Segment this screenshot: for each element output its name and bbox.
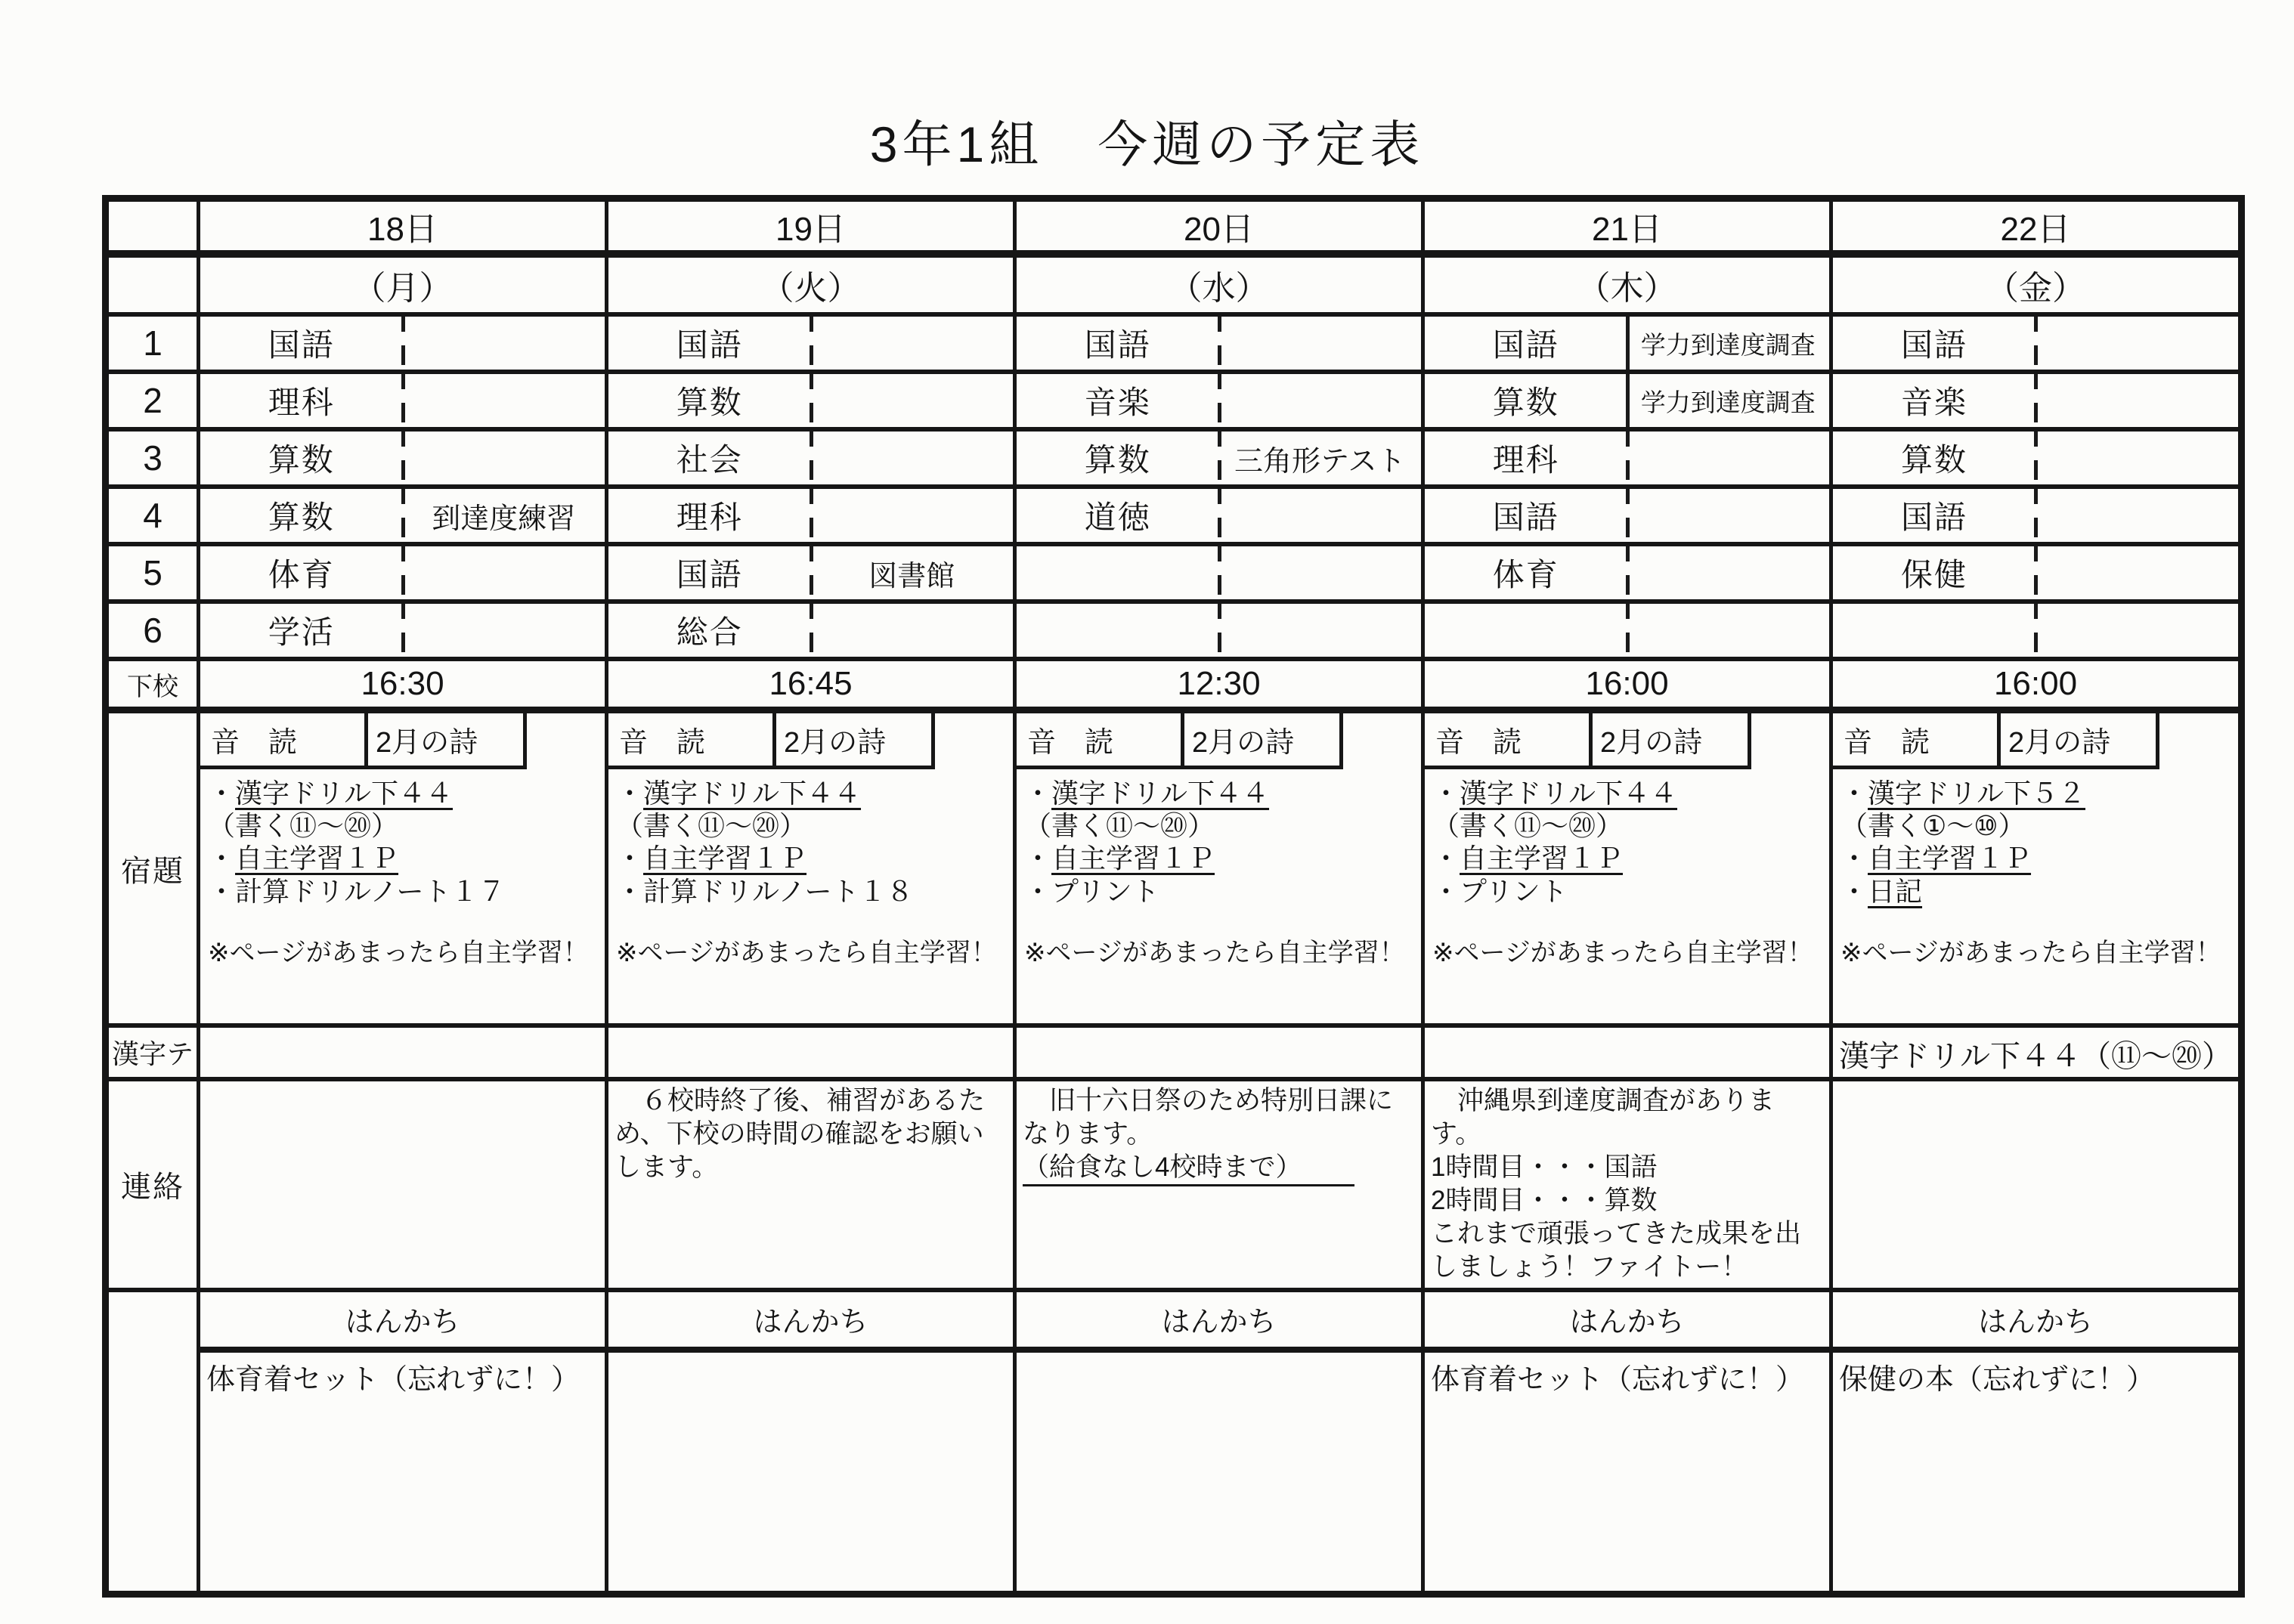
period-row-1 — [106, 314, 2242, 372]
homework-item: 自主学習１Ｐ — [643, 843, 807, 874]
period-note — [1219, 546, 1422, 599]
period-cell — [607, 487, 1015, 544]
reading-strip — [200, 713, 527, 769]
dashed-divider — [2034, 487, 2038, 544]
period-cell — [607, 314, 1015, 372]
kanji-test-row — [106, 1025, 2242, 1079]
homework-row — [106, 710, 2242, 1026]
handkerchief-cell: はんかち — [199, 1290, 607, 1350]
period-note — [1219, 374, 1422, 427]
kanji-test-cell — [199, 1025, 607, 1079]
reading-poem: 2月の詩 — [376, 727, 478, 759]
dismissal-time: 12:30 — [1015, 659, 1423, 710]
dashed-divider — [401, 314, 405, 372]
weekday-cell: （月） — [199, 254, 607, 314]
period-note — [811, 374, 1014, 427]
period-cell — [1015, 487, 1423, 544]
homework-list: ・漢字ドリル下４４ （書く⑪～⑳） ・自主学習１Ｐ ・プリント ※ページがあまったら自主学習！ — [1017, 769, 1421, 969]
reading-poem: 2月の詩 — [784, 727, 887, 759]
dashed-divider — [1626, 544, 1630, 602]
period-cell — [607, 372, 1015, 429]
bring-item-cell — [607, 1350, 1015, 1595]
kanji-test-label: 漢字テ — [106, 1025, 199, 1079]
period-cell — [1423, 372, 1831, 429]
period-note — [2035, 432, 2238, 484]
homework-item: （書く⑪～⑳） — [616, 810, 807, 842]
period-note — [403, 604, 605, 657]
corner-cell — [106, 254, 199, 314]
period-number: 3 — [106, 429, 199, 487]
subject: 国語 — [1900, 500, 1967, 535]
dashed-divider — [810, 544, 813, 602]
period-number: 2 — [106, 372, 199, 429]
period-row-2 — [106, 372, 2242, 429]
homework-item: 自主学習１Ｐ — [1868, 843, 2032, 874]
weekday-cell: （火） — [607, 254, 1015, 314]
period-row-5 — [106, 544, 2242, 602]
subject — [1425, 604, 1627, 657]
homework-item: 漢字ドリル下４４ — [643, 778, 862, 809]
weekday-cell: （水） — [1015, 254, 1423, 314]
period-cell — [1015, 429, 1423, 487]
subject: 理科 — [676, 500, 743, 535]
period-cell — [1831, 487, 2242, 544]
subject — [1833, 604, 2035, 657]
notice-text: ６校時終了後、補習があるため、下校の時間の確認をお願いします。 — [615, 1086, 986, 1183]
homework-cell-mon — [199, 710, 607, 1026]
homework-item: 計算ドリルノート１８ — [643, 875, 914, 907]
subject: 国語 — [1492, 500, 1559, 535]
period-cell — [199, 314, 607, 372]
period-cell — [199, 372, 607, 429]
subject: 算数 — [1492, 385, 1559, 420]
kanji-test-cell: 漢字ドリル下４４（⑪～⑳） — [1831, 1025, 2242, 1079]
period-row-6 — [106, 602, 2242, 659]
dashed-divider — [1626, 429, 1630, 487]
period-note — [403, 546, 605, 599]
subject: 算数 — [268, 500, 335, 535]
notice-label: 連絡 — [106, 1079, 199, 1290]
dashed-divider — [810, 602, 813, 659]
subject: 保健 — [1900, 557, 1967, 592]
period-note: 図書館 — [868, 560, 955, 592]
period-note — [1219, 604, 1422, 657]
notice-underlined-text: （給食なし4校時まで） — [1023, 1151, 1354, 1186]
homework-item: 計算ドリルノート１７ — [235, 875, 506, 907]
notice-row — [106, 1079, 2242, 1290]
homework-item: 漢字ドリル下４４ — [1051, 778, 1270, 809]
notice-cell-thu — [1423, 1079, 1831, 1290]
subject: 算数 — [268, 442, 335, 478]
period-cell — [199, 429, 607, 487]
period-note — [1627, 489, 1830, 542]
dashed-divider — [401, 372, 405, 429]
period-cell — [1831, 544, 2242, 602]
subject: 理科 — [268, 385, 335, 420]
dashed-divider — [810, 372, 813, 429]
subject: 国語 — [676, 557, 743, 592]
dashed-divider — [1218, 372, 1221, 429]
bring-item-cell: 保健の本（忘れずに！） — [1831, 1350, 2242, 1595]
period-note — [1627, 604, 1830, 657]
period-cell — [1015, 314, 1423, 372]
date-cell: 21日 — [1423, 199, 1831, 255]
reading-label: 音 読 — [1425, 713, 1593, 766]
period-cell — [1831, 429, 2242, 487]
subject — [1017, 604, 1219, 657]
subject: 国語 — [1492, 327, 1559, 363]
subject: 算数 — [1900, 442, 1967, 478]
homework-list: ・漢字ドリル下４４ （書く⑪～⑳） ・自主学習１Ｐ ・計算ドリルノート１７ ※ページがあまったら自主学習！ — [200, 769, 605, 969]
homework-item: 漢字ドリル下５２ — [1868, 778, 2086, 809]
period-note — [1627, 432, 1830, 484]
reading-label: 音 読 — [608, 713, 776, 766]
homework-cell-tue — [607, 710, 1015, 1026]
homework-item: （書く⑪～⑳） — [1432, 810, 1624, 842]
homework-item: （書く⑪～⑳） — [208, 810, 399, 842]
period-cell — [1831, 314, 2242, 372]
notice-text: 旧十六日祭のため特別日課になります。 — [1023, 1086, 1394, 1149]
homework-item: （書く⑪～⑳） — [1024, 810, 1215, 842]
period-note: 到達度練習 — [432, 503, 576, 535]
kanji-test-cell — [1015, 1025, 1423, 1079]
period-cell — [607, 429, 1015, 487]
date-cell: 20日 — [1015, 199, 1423, 255]
bottom-label-cell — [106, 1290, 199, 1595]
period-cell — [1015, 544, 1423, 602]
dismissal-row — [106, 659, 2242, 710]
homework-item: 自主学習１Ｐ — [1051, 843, 1215, 874]
dashed-divider — [810, 314, 813, 372]
subject: 算数 — [1084, 442, 1151, 478]
subject: 体育 — [268, 557, 335, 592]
handkerchief-cell: はんかち — [1015, 1290, 1423, 1350]
period-cell — [607, 602, 1015, 659]
dashed-divider — [1218, 487, 1221, 544]
handkerchief-cell: はんかち — [1423, 1290, 1831, 1350]
notice-line: これまで頑張ってきた成果を出しましょう！ファイトー！ — [1431, 1219, 1802, 1282]
dashed-divider — [1218, 602, 1221, 659]
reading-strip — [608, 713, 935, 769]
subject: 学活 — [268, 614, 335, 650]
dashed-divider — [2034, 429, 2038, 487]
period-cell — [1423, 314, 1831, 372]
handkerchief-cell: はんかち — [607, 1290, 1015, 1350]
dashed-divider — [810, 429, 813, 487]
period-cell — [1423, 602, 1831, 659]
weekday-cell: （金） — [1831, 254, 2242, 314]
period-cell — [1423, 487, 1831, 544]
dashed-divider — [401, 429, 405, 487]
period-note — [2035, 489, 2238, 542]
period-number: 1 — [106, 314, 199, 372]
reading-strip — [1017, 713, 1343, 769]
notice-line: 2時間目・・・算数 — [1431, 1186, 1658, 1216]
weekday-row — [106, 254, 2242, 314]
subject: 音楽 — [1084, 385, 1151, 420]
subject — [1017, 546, 1219, 599]
date-cell: 18日 — [199, 199, 607, 255]
period-note — [811, 489, 1014, 542]
notice-line: 1時間目・・・国語 — [1431, 1152, 1658, 1183]
homework-cell-thu — [1423, 710, 1831, 1026]
homework-list: ・漢字ドリル下４４ （書く⑪～⑳） ・自主学習１Ｐ ・プリント ※ページがあまったら自主学習！ — [1425, 769, 1829, 969]
period-cell — [607, 544, 1015, 602]
homework-item: プリント — [1051, 875, 1159, 907]
homework-item: 自主学習１Ｐ — [235, 843, 399, 874]
homework-item: プリント — [1460, 875, 1568, 907]
period-note — [403, 374, 605, 427]
reading-strip — [1425, 713, 1751, 769]
period-cell — [1423, 429, 1831, 487]
period-cell — [1015, 372, 1423, 429]
reading-poem: 2月の詩 — [1192, 727, 1295, 759]
dashed-divider — [401, 544, 405, 602]
period-cell — [199, 544, 607, 602]
period-note — [2035, 374, 2238, 427]
subject: 国語 — [676, 327, 743, 363]
schedule-table — [102, 195, 2245, 1598]
homework-item: 日記 — [1868, 875, 1923, 907]
bring-item-cell: 体育着セット（忘れずに！） — [199, 1350, 607, 1595]
handkerchief-row — [106, 1290, 2242, 1350]
reading-poem: 2月の詩 — [2008, 727, 2111, 759]
period-cell — [199, 602, 607, 659]
reading-poem: 2月の詩 — [1600, 727, 1703, 759]
homework-item: 自主学習１Ｐ — [1460, 843, 1624, 874]
period-note — [811, 604, 1014, 657]
period-note: 学力到達度調査 — [1640, 388, 1816, 416]
period-note — [2035, 546, 2238, 599]
dashed-divider — [2034, 602, 2038, 659]
homework-note: ※ページがあまったら自主学習！ — [208, 938, 589, 967]
period-note — [1219, 489, 1422, 542]
homework-cell-wed — [1015, 710, 1423, 1026]
dashed-divider — [2034, 544, 2038, 602]
homework-note: ※ページがあまったら自主学習！ — [1432, 938, 1813, 967]
period-cell — [199, 487, 607, 544]
period-note: 三角形テスト — [1234, 445, 1406, 478]
subject: 算数 — [676, 385, 743, 420]
date-cell: 19日 — [607, 199, 1015, 255]
reading-label: 音 読 — [1833, 713, 2001, 766]
subject: 国語 — [1900, 327, 1967, 363]
subject: 道徳 — [1084, 500, 1151, 535]
dashed-divider — [1218, 314, 1221, 372]
homework-list: ・漢字ドリル下４４ （書く⑪～⑳） ・自主学習１Ｐ ・計算ドリルノート１８ ※ページがあまったら自主学習！ — [608, 769, 1013, 969]
homework-note: ※ページがあまったら自主学習！ — [1840, 938, 2221, 967]
period-note — [1627, 546, 1830, 599]
dashed-divider — [1218, 544, 1221, 602]
period-note — [811, 317, 1014, 370]
period-note — [403, 432, 605, 484]
period-cell — [1015, 602, 1423, 659]
bring-items-row — [106, 1350, 2242, 1595]
notice-cell-wed — [1015, 1079, 1423, 1290]
subject: 理科 — [1492, 442, 1559, 478]
notice-cell-fri — [1831, 1079, 2242, 1290]
period-row-3 — [106, 429, 2242, 487]
homework-note: ※ページがあまったら自主学習！ — [616, 938, 997, 967]
dashed-divider — [401, 602, 405, 659]
period-number: 6 — [106, 602, 199, 659]
notice-line: 沖縄県到達度調査があります。 — [1431, 1086, 1775, 1149]
period-note — [2035, 317, 2238, 370]
reading-label: 音 読 — [200, 713, 368, 766]
homework-list: ・漢字ドリル下５２ （書く①～⑩） ・自主学習１Ｐ ・日記 ※ページがあまったら自主学習！ — [1833, 769, 2238, 969]
corner-cell — [106, 199, 199, 255]
dismissal-time: 16:00 — [1831, 659, 2242, 710]
homework-item: 漢字ドリル下４４ — [1460, 778, 1678, 809]
bring-item-cell: 体育着セット（忘れずに！） — [1423, 1350, 1831, 1595]
period-cell — [1831, 602, 2242, 659]
period-note — [811, 432, 1014, 484]
dashed-divider — [2034, 372, 2038, 429]
dashed-divider — [1218, 429, 1221, 487]
bring-item-cell — [1015, 1350, 1423, 1595]
dismissal-label: 下校 — [106, 659, 199, 710]
dashed-divider — [810, 487, 813, 544]
kanji-test-cell — [607, 1025, 1015, 1079]
subject: 国語 — [1084, 327, 1151, 363]
kanji-test-cell — [1423, 1025, 1831, 1079]
period-cell — [1831, 372, 2242, 429]
dismissal-time: 16:30 — [199, 659, 607, 710]
dashed-divider — [1626, 602, 1630, 659]
subject: 国語 — [268, 327, 335, 363]
dismissal-time: 16:45 — [607, 659, 1015, 710]
period-number: 5 — [106, 544, 199, 602]
notice-cell-mon — [199, 1079, 607, 1290]
dashed-divider — [2034, 314, 2038, 372]
solid-divider — [1626, 314, 1630, 372]
subject: 音楽 — [1900, 385, 1967, 420]
period-row-4 — [106, 487, 2242, 544]
dashed-divider — [1626, 487, 1630, 544]
homework-item: （書く①～⑩） — [1840, 810, 2026, 842]
reading-strip — [1833, 713, 2159, 769]
subject: 体育 — [1492, 557, 1559, 592]
period-number: 4 — [106, 487, 199, 544]
period-note — [2035, 604, 2238, 657]
notice-cell-tue — [607, 1079, 1015, 1290]
weekday-cell: （木） — [1423, 254, 1831, 314]
reading-label: 音 読 — [1017, 713, 1184, 766]
solid-divider — [1626, 372, 1630, 429]
subject: 社会 — [676, 442, 743, 478]
date-cell: 22日 — [1831, 199, 2242, 255]
homework-item: 漢字ドリル下４４ — [235, 778, 454, 809]
page-title: 3年1組 今週の予定表 — [869, 116, 1425, 172]
period-note — [403, 317, 605, 370]
homework-note: ※ページがあまったら自主学習！ — [1024, 938, 1405, 967]
subject: 総合 — [676, 614, 743, 650]
homework-cell-fri — [1831, 710, 2242, 1026]
period-note: 学力到達度調査 — [1640, 330, 1816, 359]
homework-label: 宿題 — [106, 710, 199, 1026]
dashed-divider — [401, 487, 405, 544]
period-cell — [1423, 544, 1831, 602]
period-note — [1219, 317, 1422, 370]
dismissal-time: 16:00 — [1423, 659, 1831, 710]
date-row — [106, 199, 2242, 255]
handkerchief-cell: はんかち — [1831, 1290, 2242, 1350]
